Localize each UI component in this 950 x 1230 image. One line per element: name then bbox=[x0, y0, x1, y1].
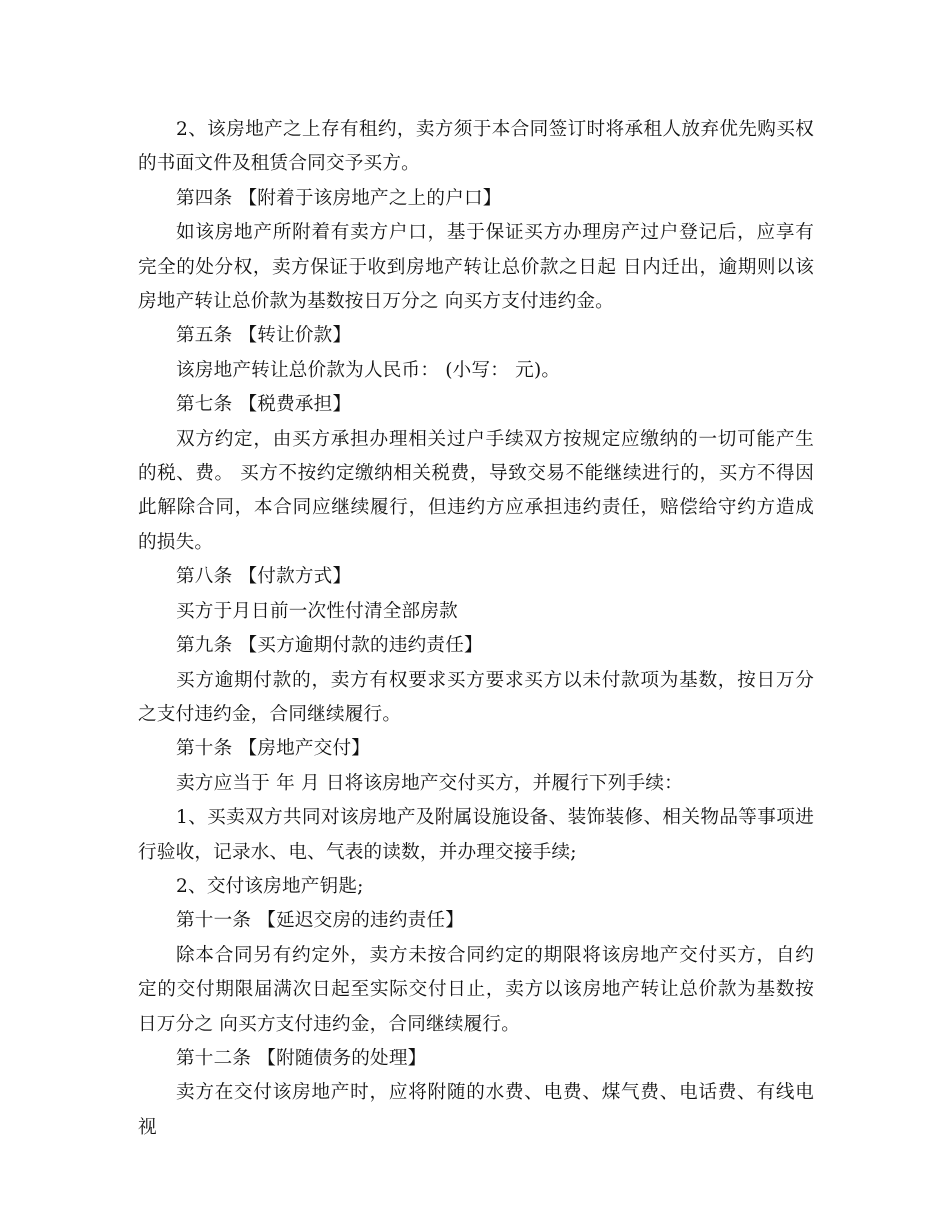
paragraph-payment-method: 买方于月日前一次性付清全部房款 bbox=[176, 600, 458, 622]
paragraph-ancillary-debts: 卖方在交付该房地产时，应将附随的水费、电费、煤气费、电话费、有线电视 bbox=[138, 1082, 814, 1138]
paragraph-key-handover: 2、交付该房地产钥匙; bbox=[176, 875, 364, 897]
paragraph-lease-clause: 2、该房地产之上存有租约，卖方须于本合同签订时将承租人放弃优先购买权的书面文件及租赁合同交予买方。 bbox=[138, 119, 814, 175]
paragraph-delivery-inspection: 1、买卖双方共同对该房地产及附属设施设备、装饰装修、相关物品等事项进行验收，记录水、电、气表的读数，并办理交接手续; bbox=[138, 807, 814, 863]
heading-article-7: 第七条 【税费承担】 bbox=[176, 394, 352, 416]
heading-article-4: 第四条 【附着于该房地产之上的户口】 bbox=[176, 187, 502, 209]
heading-article-8: 第八条 【付款方式】 bbox=[176, 566, 352, 588]
paragraph-household-registration: 如该房地产所附着有卖方户口，基于保证买方办理房产过户登记后，应享有完全的处分权，卖方保证于收到房地产转让总价款之日起 日内迁出，逾期则以该房地产转让总价款为基数按日万分之 向买方支付违约金。 bbox=[138, 222, 814, 313]
paragraph-late-delivery: 除本合同另有约定外，卖方未按合同约定的期限将该房地产交付买方，自约定的交付期限届满次日起至实际交付日止，卖方以该房地产转让总价款为基数按日万分之 向买方支付违约金，合同继续履行。 bbox=[138, 944, 814, 1035]
heading-article-12: 第十二条 【附随债务的处理】 bbox=[176, 1047, 427, 1069]
heading-article-5: 第五条 【转让价款】 bbox=[176, 325, 352, 347]
paragraph-late-payment: 买方逾期付款的，卖方有权要求买方要求买方以未付款项为基数，按日万分之支付违约金，合同继续履行。 bbox=[138, 669, 814, 725]
paragraph-delivery-date: 卖方应当于 年 月 日将该房地产交付买方，并履行下列手续： bbox=[176, 772, 683, 794]
paragraph-tax-burden: 双方约定，由买方承担办理相关过户手续双方按规定应缴纳的一切可能产生的税、费。 买方不按约定缴纳相关税费，导致交易不能继续进行的，买方不得因此解除合同，本合同应继续履行，但违约方应承担违约责任，赔偿给守约方造成的损失。 bbox=[138, 428, 814, 553]
document-body bbox=[138, 113, 814, 1145]
heading-article-11: 第十一条 【延迟交房的违约责任】 bbox=[176, 910, 465, 932]
paragraph-transfer-price: 该房地产转让总价款为人民币： (小写： 元)。 bbox=[176, 359, 561, 381]
heading-article-9: 第九条 【买方逾期付款的违约责任】 bbox=[176, 635, 483, 657]
heading-article-10: 第十条 【房地产交付】 bbox=[176, 738, 371, 760]
